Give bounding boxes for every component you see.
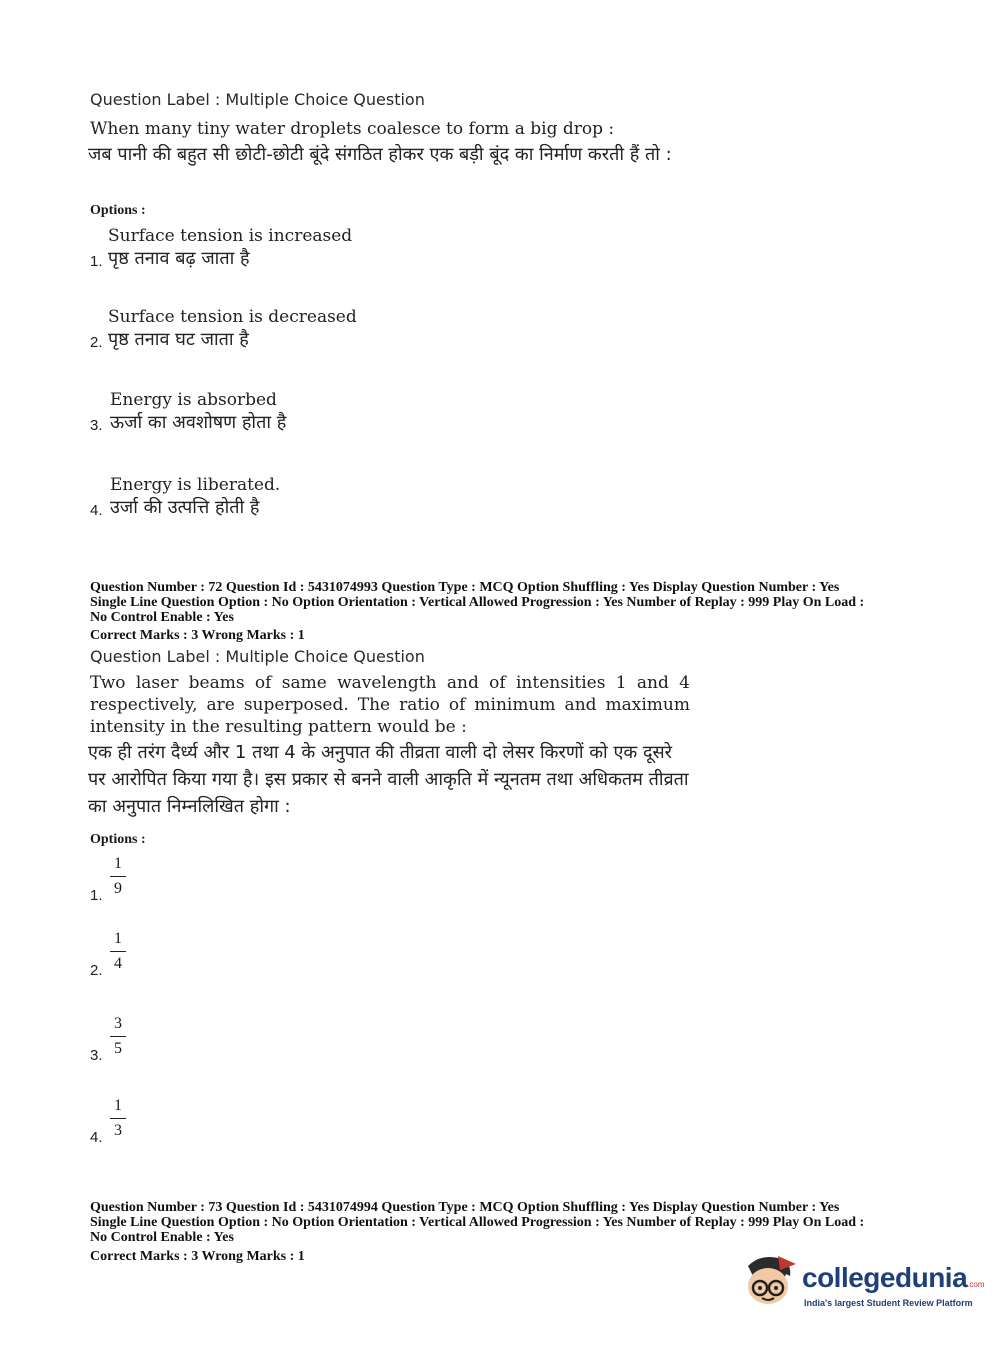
- logo-suffix: .com: [967, 1280, 985, 1289]
- q72-option-2[interactable]: [90, 930, 126, 979]
- option-number: 2.: [90, 334, 103, 351]
- q73-meta-line2: Single Line Question Option : No Option Orientation : Vertical Allowed Progression : Yes Number of Replay : 999 Play On Load :: [90, 1215, 865, 1230]
- logo-tagline: India's largest Student Review Platform: [804, 1298, 973, 1308]
- q73-marks: Correct Marks : 3 Wrong Marks : 1: [90, 1249, 305, 1264]
- q72-meta-line2: Single Line Question Option : No Option Orientation : Vertical Allowed Progression : Yes Number of Replay : 999 Play On Load :: [90, 595, 865, 610]
- q71-option-2[interactable]: [90, 307, 357, 351]
- mascot-icon: [740, 1252, 800, 1318]
- fraction-bar: [110, 1036, 126, 1037]
- option-number: 1.: [90, 887, 103, 904]
- q72-meta: [90, 580, 930, 625]
- fraction-denominator: 4: [114, 955, 122, 972]
- q71-text-hi: जब पानी की बहुत सी छोटी-छोटी बूंदे संगठित होकर एक बड़ी बूंद का निर्माण करती हैं तो :: [88, 144, 672, 165]
- option-number: 4.: [90, 502, 103, 519]
- option-number: 3.: [90, 1047, 103, 1064]
- fraction-numerator: 1: [114, 855, 122, 872]
- option-text-hi: ऊर्जा का अवशोषण होता है: [110, 412, 287, 433]
- q72-text-en: Two laser beams of same wavelength and of intensities 1 and 4 respectively, are superposed. The ratio of minimum and maximum intensity in the resulting pattern would be :: [90, 673, 690, 737]
- option-text-en: Energy is absorbed: [110, 390, 277, 410]
- logo-name: collegedunia: [802, 1262, 968, 1293]
- q72-meta-line1: Question Number : 72 Question Id : 5431074993 Question Type : MCQ Option Shuffling : Yes Display Question Number : Yes: [90, 580, 840, 595]
- option-text-hi: उर्जा की उत्पत्ति होती है: [110, 497, 260, 518]
- fraction-denominator: 9: [114, 880, 122, 897]
- q72-options-title: Options :: [90, 832, 146, 847]
- fraction-denominator: 5: [114, 1040, 122, 1057]
- q72-marks: Correct Marks : 3 Wrong Marks : 1: [90, 628, 305, 643]
- option-text-hi: पृष्ठ तनाव बढ़ जाता है: [108, 248, 250, 269]
- q71-label: Question Label : Multiple Choice Question: [90, 90, 425, 109]
- option-number: 1.: [90, 253, 103, 270]
- option-number: 2.: [90, 962, 103, 979]
- fraction-numerator: 1: [114, 1097, 122, 1114]
- fraction-bar: [110, 876, 126, 877]
- q72-option-1[interactable]: [90, 855, 126, 904]
- fraction: [110, 930, 126, 973]
- fraction-bar: [110, 951, 126, 952]
- q71-option-4[interactable]: [90, 475, 280, 519]
- option-text-en: Surface tension is increased: [108, 226, 353, 246]
- fraction-denominator: 3: [114, 1122, 122, 1139]
- q73-meta: [90, 1200, 930, 1245]
- collegedunia-logo[interactable]: [740, 1252, 985, 1318]
- q72-label: Question Label : Multiple Choice Question: [90, 647, 425, 666]
- fraction-numerator: 1: [114, 930, 122, 947]
- option-text-hi: पृष्ठ तनाव घट जाता है: [108, 329, 249, 350]
- q71-options-title: Options :: [90, 203, 146, 218]
- option-number: 3.: [90, 417, 103, 434]
- q73-meta-line3: No Control Enable : Yes: [90, 1230, 234, 1245]
- option-text-en: Energy is liberated.: [110, 475, 281, 495]
- q73-meta-line1: Question Number : 73 Question Id : 5431074994 Question Type : MCQ Option Shuffling : Yes Display Question Number : Yes: [90, 1200, 840, 1215]
- option-number: 4.: [90, 1129, 103, 1146]
- fraction: [110, 1015, 126, 1058]
- option-text-en: Surface tension is decreased: [108, 307, 357, 327]
- q71-text-en: When many tiny water droplets coalesce to form a big drop :: [90, 119, 615, 139]
- q72-text-hi: एक ही तरंग दैर्ध्य और 1 तथा 4 के अनुपात की तीव्रता वाली दो लेसर किरणों को एक दूसरे पर आरोपित किया गया है। इस प्रकार से बनने वाली आकृति में न्यूनतम तथा अधिकतम तीव्रता का अनुपात निम्नलिखित होगा :: [88, 742, 689, 817]
- q72-option-3[interactable]: [90, 1015, 126, 1064]
- q72-meta-line3: No Control Enable : Yes: [90, 610, 234, 625]
- fraction: [110, 1097, 126, 1140]
- fraction-bar: [110, 1118, 126, 1119]
- fraction: [110, 855, 126, 898]
- q71-option-1[interactable]: [90, 226, 352, 270]
- fraction-numerator: 3: [114, 1015, 122, 1032]
- q71-option-3[interactable]: [90, 390, 286, 434]
- q72-option-4[interactable]: [90, 1097, 126, 1146]
